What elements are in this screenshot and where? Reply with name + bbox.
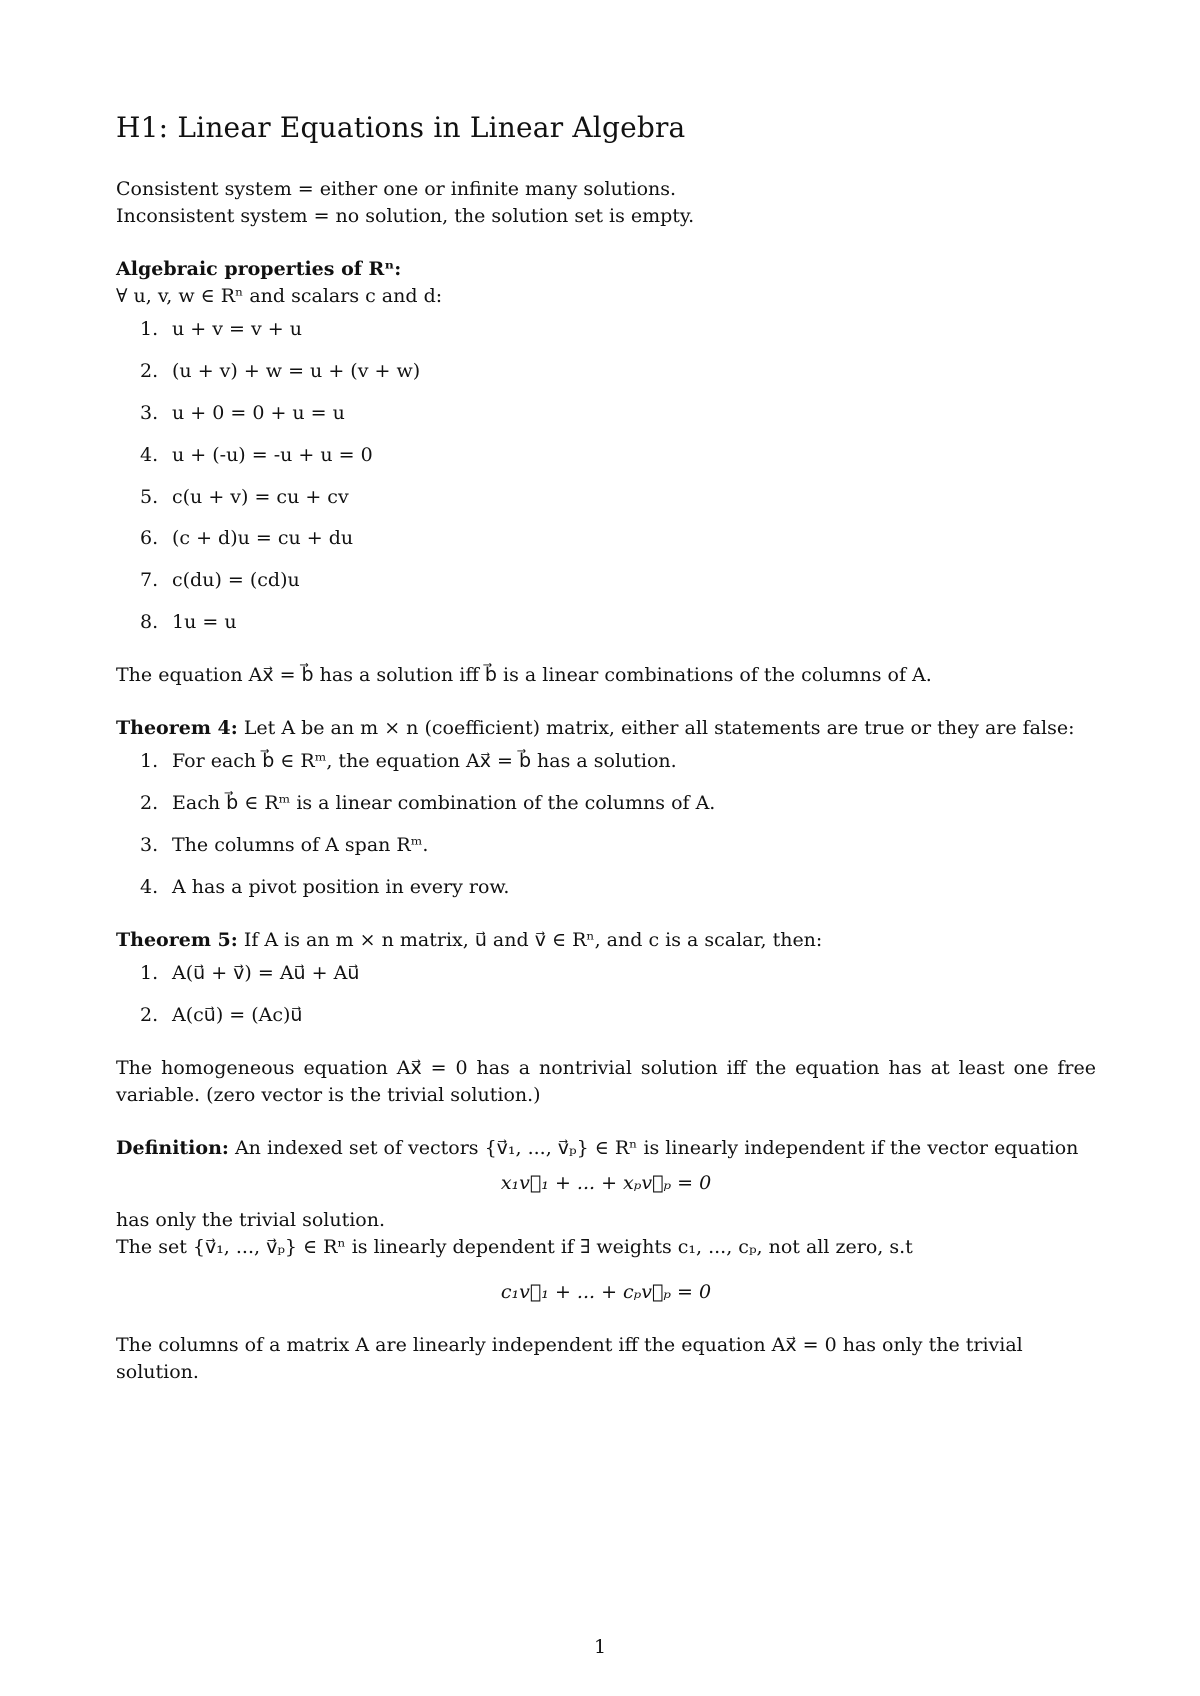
theorem-4-list [116, 748, 1096, 901]
columns-note: The columns of a matrix A are linearly independent iff the equation Ax⃗ = 0 has only the trivial solution. [116, 1333, 1023, 1383]
list-item [140, 832, 1096, 859]
item-number: 3. [140, 834, 159, 857]
item-number: 5. [140, 485, 159, 508]
list-item [140, 790, 1096, 817]
list-item [140, 1002, 1096, 1029]
item-number: 7. [140, 569, 159, 592]
theorem-4-label: Theorem 4: [116, 717, 238, 740]
theorem-5-section [116, 927, 1096, 1029]
algebraic-properties-section [116, 256, 1096, 637]
theorem-5-list [116, 960, 1096, 1029]
item-number: 3. [140, 401, 159, 424]
item-text: c(du) = (cd)u [172, 569, 300, 592]
equation-note: The equation Ax⃗ = b⃗ has a solution iff b⃗ is a linear combinations of the columns of A. [116, 664, 932, 687]
document-page [116, 108, 1096, 1412]
inconsistent-line: Inconsistent system = no solution, the solution set is empty. [116, 204, 695, 227]
list-item [140, 484, 1096, 511]
item-number: 1. [140, 962, 159, 985]
algebraic-heading: Algebraic properties of Rⁿ: [116, 257, 402, 280]
list-item [140, 316, 1096, 343]
homogeneous-note: The homogeneous equation Ax⃗ = 0 has a nontrivial solution iff the equation has at least one free variable. (zero vector is the trivial solution.) [116, 1057, 1096, 1107]
item-text: u + 0 = 0 + u = u [172, 401, 345, 424]
item-number: 1. [140, 750, 159, 773]
algebraic-list [116, 316, 1096, 637]
columns-section [116, 1332, 1096, 1386]
trivial-solution-line: has only the trivial solution. [116, 1208, 386, 1231]
item-number: 2. [140, 1004, 159, 1027]
definition-label: Definition: [116, 1137, 229, 1160]
definition-statement [116, 1135, 1096, 1162]
dependence-equation: c₁v⃗₁ + ... + cₚv⃗ₚ = 0 [500, 1280, 712, 1303]
item-text: (c + d)u = cu + du [172, 527, 354, 550]
item-text: (u + v) + w = u + (v + w) [172, 359, 421, 382]
theorem-5-statement [116, 927, 1096, 954]
theorem-5-label: Theorem 5: [116, 929, 238, 952]
item-text: Each b⃗ ∈ Rᵐ is a linear combination of the columns of A. [172, 792, 716, 815]
item-text: A has a pivot position in every row. [172, 876, 510, 899]
consistency-section [116, 176, 1096, 230]
theorem-4-statement [116, 715, 1096, 742]
list-item [140, 358, 1096, 385]
item-number: 4. [140, 443, 159, 466]
item-number: 6. [140, 527, 159, 550]
list-item [140, 960, 1096, 987]
list-item [140, 874, 1096, 901]
equation-note-section [116, 662, 1096, 689]
page-number: 1 [593, 1636, 607, 1658]
list-item [140, 400, 1096, 427]
item-number: 2. [140, 359, 159, 382]
item-text: 1u = u [172, 611, 237, 634]
list-item [140, 525, 1096, 552]
item-number: 8. [140, 611, 159, 634]
list-item [140, 442, 1096, 469]
homogeneous-section [116, 1055, 1096, 1109]
item-number: 4. [140, 876, 159, 899]
item-text: c(u + v) = cu + cv [172, 485, 349, 508]
list-item [140, 609, 1096, 636]
item-text: u + (-u) = -u + u = 0 [172, 443, 373, 466]
algebraic-intro: ∀ u, v, w ∈ Rⁿ and scalars c and d: [116, 284, 443, 307]
item-text: A(u⃗ + v⃗) = Au⃗ + Au⃗ [172, 962, 360, 985]
theorem-4-text: Let A be an m × n (coefficient) matrix, either all statements are true or they are false: [243, 717, 1075, 740]
theorem-5-text: If A is an m × n matrix, u⃗ and v⃗ ∈ Rⁿ, and c is a scalar, then: [243, 929, 823, 952]
list-item [140, 748, 1096, 775]
page-title: H1: Linear Equations in Linear Algebra [116, 111, 686, 144]
independence-equation: x₁v⃗₁ + ... + xₚv⃗ₚ = 0 [500, 1172, 712, 1194]
item-text: u + v = v + u [172, 317, 302, 340]
definition-section [116, 1135, 1096, 1306]
definition-text: An indexed set of vectors {v⃗₁, ..., v⃗ₚ} ∈ Rⁿ is linearly independent if the vector equation [234, 1137, 1079, 1160]
list-item [140, 567, 1096, 594]
theorem-4-section [116, 715, 1096, 901]
dependence-statement: The set {v⃗₁, ..., v⃗ₚ} ∈ Rⁿ is linearly dependent if ∃ weights c₁, ..., cₚ, not all zero, s.t [116, 1235, 913, 1258]
item-text: A(cu⃗) = (Ac)u⃗ [172, 1004, 303, 1027]
item-text: For each b⃗ ∈ Rᵐ, the equation Ax⃗ = b⃗ has a solution. [172, 750, 677, 773]
item-number: 1. [140, 317, 159, 340]
item-text: The columns of A span Rᵐ. [172, 834, 429, 857]
consistent-line: Consistent system = either one or infinite many solutions. [116, 177, 677, 200]
item-number: 2. [140, 792, 159, 815]
